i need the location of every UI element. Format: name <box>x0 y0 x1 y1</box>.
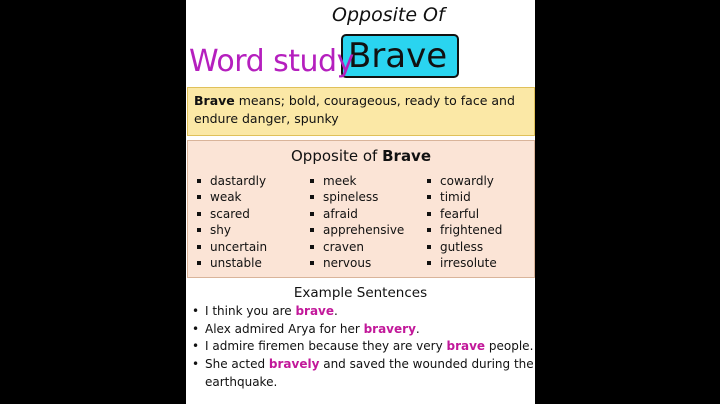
word-study-label: Word study <box>189 44 354 79</box>
headword: Brave <box>348 36 448 76</box>
sentence-text: I admire firemen because they are very <box>205 339 447 354</box>
opposite-word: dastardly <box>196 173 267 189</box>
examples-title: Example Sentences <box>293 285 428 301</box>
opposite-word: meek <box>309 173 404 189</box>
opposite-word: cowardly <box>426 173 502 189</box>
opposite-word: craven <box>309 239 404 255</box>
opposites-column-1 <box>196 173 267 271</box>
opposite-word: weak <box>196 189 267 205</box>
opposite-word: nervous <box>309 255 404 271</box>
highlighted-word: brave <box>295 304 335 318</box>
opposite-word: uncertain <box>196 239 267 255</box>
opposite-word: irresolute <box>426 255 502 271</box>
meaning-text: means; bold, courageous, ready to face and endure danger, spunky <box>194 93 515 126</box>
sentence-text: She acted <box>205 357 269 372</box>
example-sentence <box>192 338 535 356</box>
opposites-title-word: Brave <box>382 147 432 165</box>
opposite-word: unstable <box>196 255 267 271</box>
opposite-word: shy <box>196 222 267 238</box>
highlighted-word: brave <box>446 339 486 354</box>
opposite-word: gutless <box>426 239 502 255</box>
opposites-column-3 <box>426 173 502 271</box>
opposites-title <box>188 147 534 165</box>
opposites-column-2 <box>309 173 404 271</box>
opposite-word: fearful <box>426 206 502 222</box>
worksheet-page <box>186 0 535 404</box>
opposites-title-prefix: Opposite of <box>290 147 383 165</box>
example-sentence <box>192 356 535 391</box>
sentence-text: Alex admired Arya for her <box>205 321 364 336</box>
sentence-text: I think you are <box>205 304 296 318</box>
example-sentences-list <box>192 303 535 392</box>
example-sentence <box>192 303 535 321</box>
highlighted-word: bravery <box>363 321 416 336</box>
sentence-text: . <box>334 304 338 318</box>
sentence-text: people. <box>485 339 534 354</box>
highlighted-word: bravely <box>268 357 320 372</box>
opposites-box <box>187 140 535 278</box>
opposite-word: scared <box>196 206 267 222</box>
meaning-box <box>187 87 535 136</box>
opposite-word: apprehensive <box>309 222 404 238</box>
sentence-text: and saved the wounded during the earthquake. <box>205 357 534 389</box>
sentence-text: . <box>415 321 420 336</box>
meaning-term: Brave <box>194 93 235 108</box>
opposite-word: frightened <box>426 222 502 238</box>
example-sentence <box>192 321 535 339</box>
opposite-word: timid <box>426 189 502 205</box>
page-title: Opposite Of <box>332 4 445 26</box>
opposite-word: spineless <box>309 189 404 205</box>
opposite-word: afraid <box>309 206 404 222</box>
